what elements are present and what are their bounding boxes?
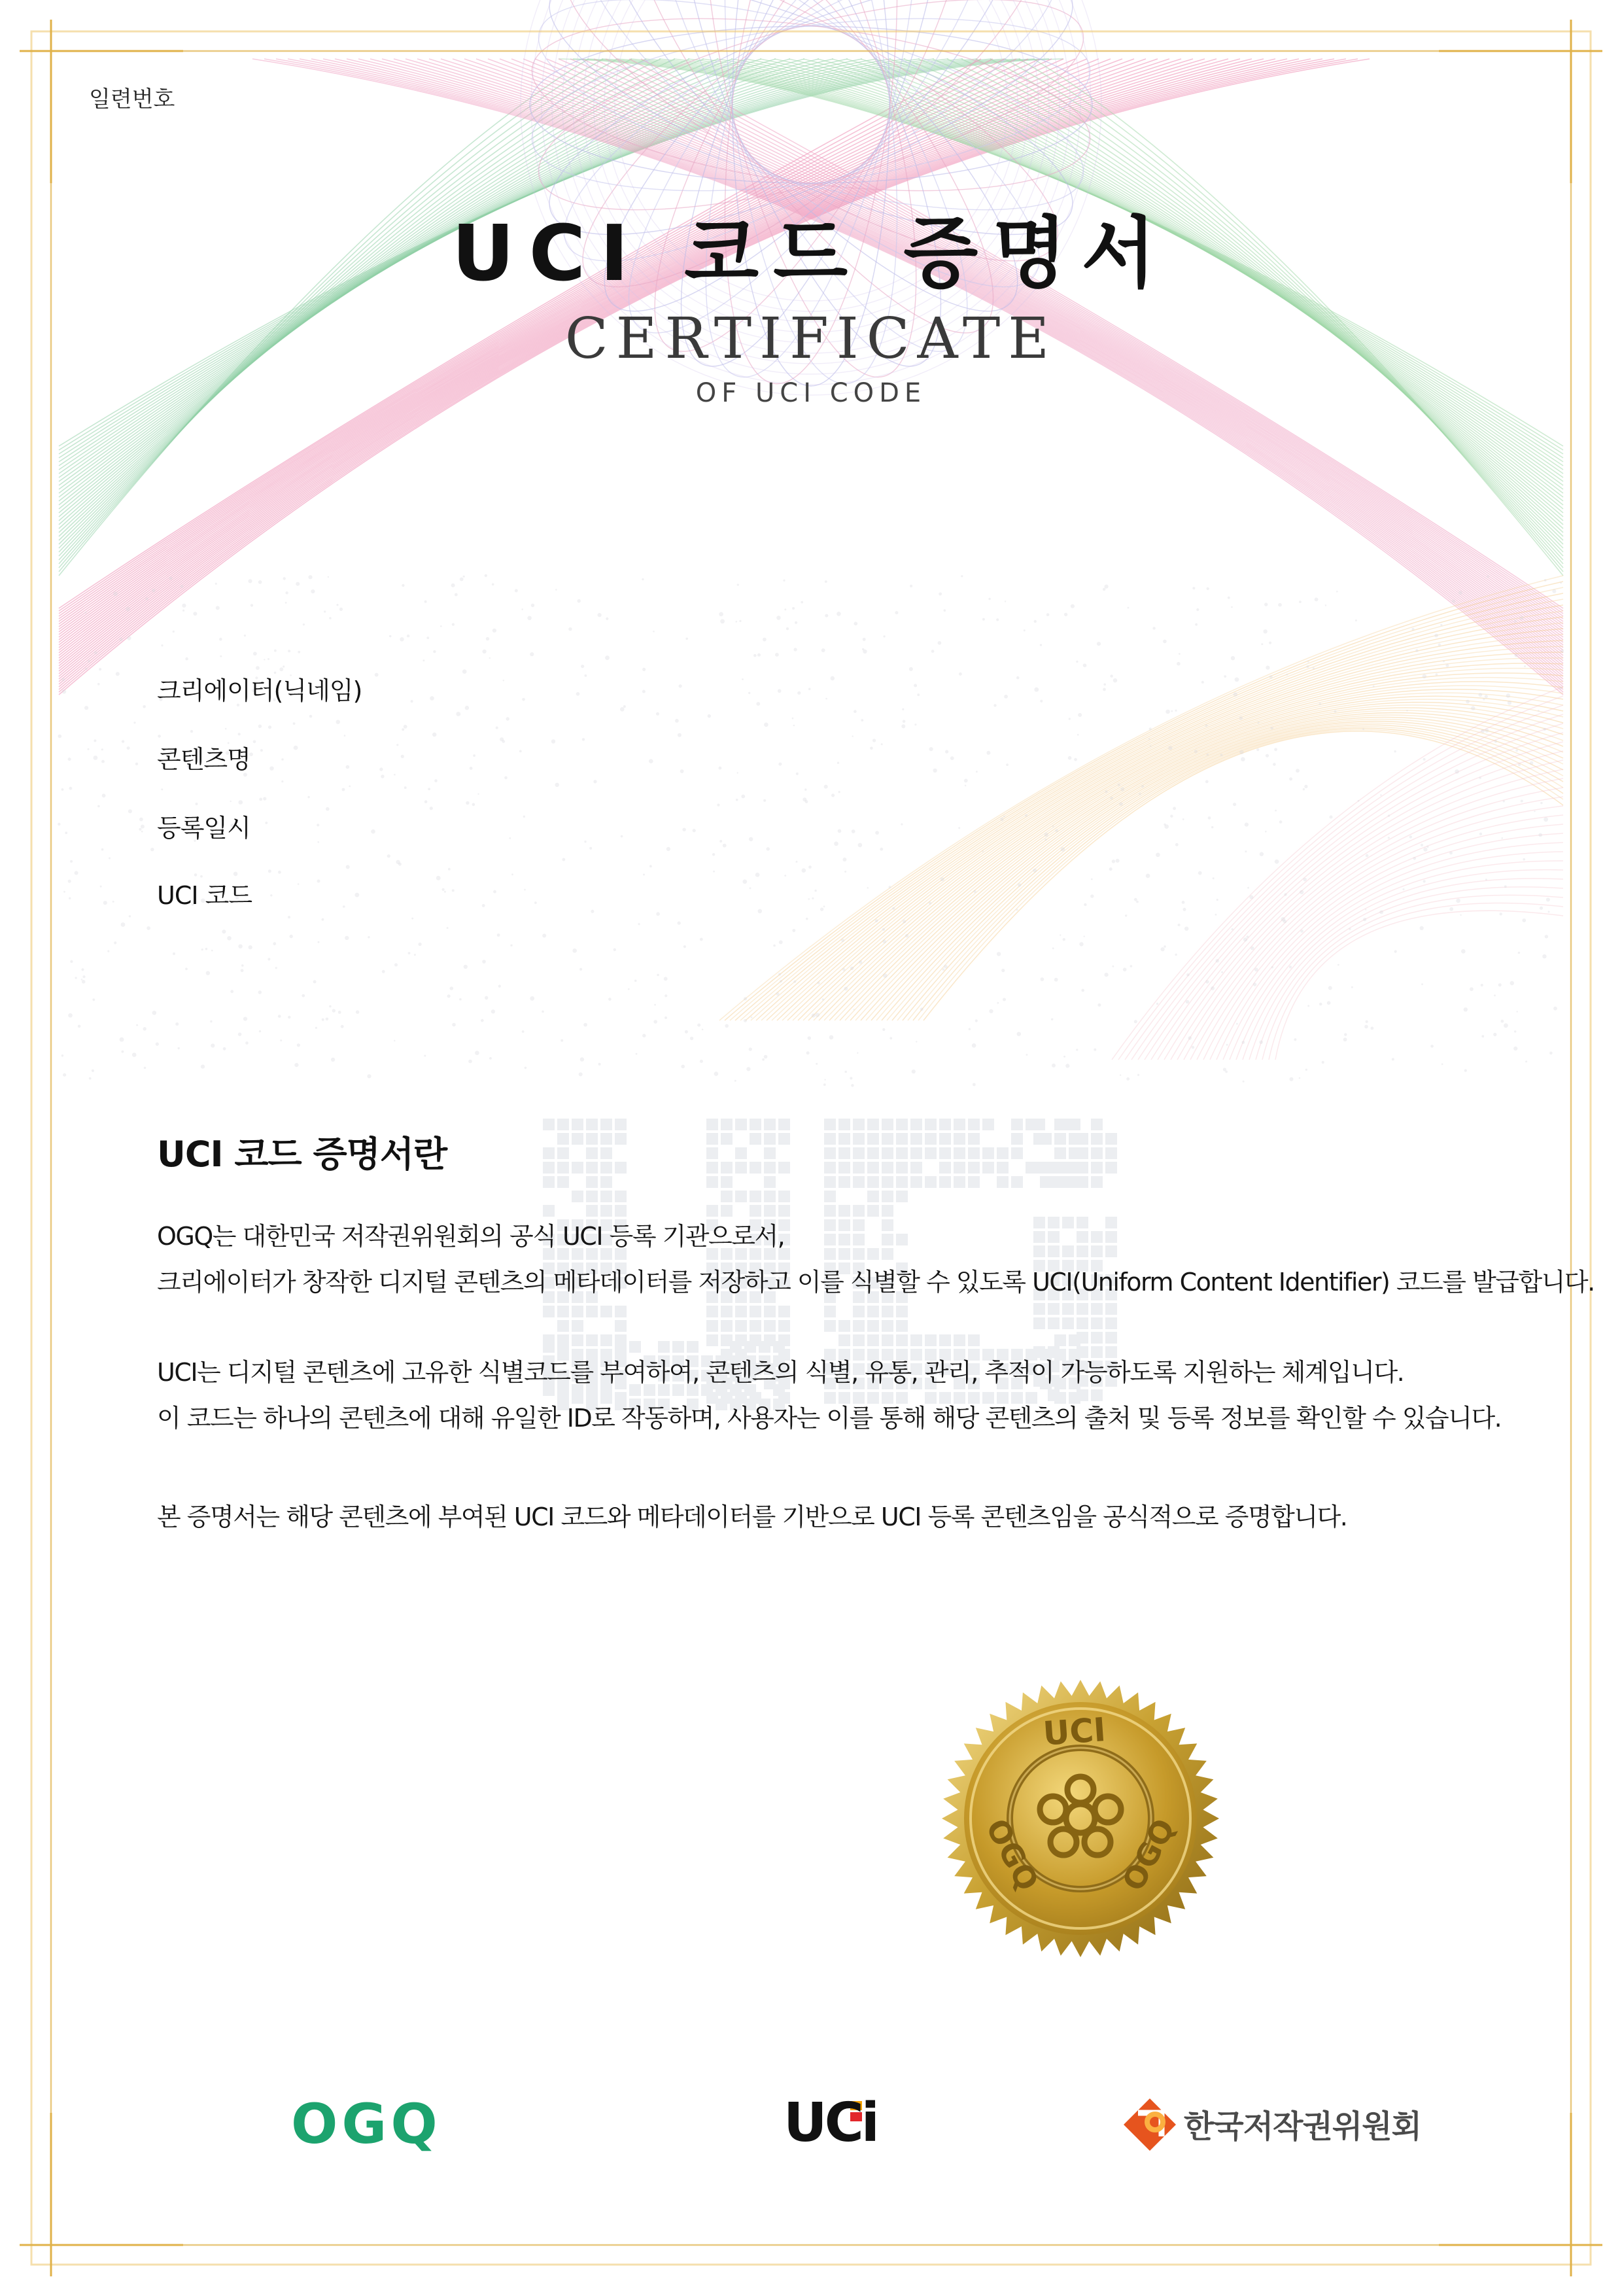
about-paragraph-3-line-1: 본 증명서는 해당 콘텐츠에 부여된 UCI 코드와 메타데이터를 기반으로 UCI 등록 콘텐츠임을 공식적으로 증명합니다.	[157, 1503, 1347, 1531]
content-name-label: 콘텐츠명	[157, 745, 250, 774]
uci-code-label: UCI 코드	[157, 881, 252, 910]
about-paragraph-3	[157, 1494, 1347, 1540]
about-paragraph-2-line-2: 이 코드는 하나의 콘텐츠에 대해 유일한 ID로 작동하며, 사용자는 이를 통해 해당 콘텐츠의 출처 및 등록 정보를 확인할 수 있습니다.	[157, 1404, 1502, 1433]
kcc-logo-text: 한국저작권위원회	[1184, 2108, 1421, 2145]
about-paragraph-2-line-1: UCI는 디지털 콘텐츠에 고유한 식별코드를 부여하여, 콘텐츠의 식별, 유통, 관리, 추적이 가능하도록 지원하는 체계입니다.	[157, 1358, 1404, 1387]
certificate-english-title: CERTIFICATE	[564, 306, 1058, 372]
certificate-title: UCI 코드 증명서	[451, 208, 1171, 298]
seal-right-text: OGQ	[978, 1813, 1046, 1897]
uci-logo: UCi	[784, 2092, 877, 2154]
kcc-logo-icon	[1124, 2098, 1176, 2151]
seal-top-text: UCI	[1041, 1711, 1107, 1753]
ogq-logo: OGQ	[291, 2092, 441, 2156]
seal-left-text: OGQ	[1115, 1813, 1182, 1897]
creator-label: 크리에이터(닉네임)	[157, 676, 362, 705]
about-paragraph-1-line-2: 크리에이터가 창작한 디지털 콘텐츠의 메타데이터를 저장하고 이를 식별할 수 있도록 UCI(Uniform Content Identifier) 코드를 발급합니다.	[157, 1268, 1595, 1296]
gold-seal	[942, 1680, 1219, 1957]
dot-texture	[58, 574, 1564, 1087]
about-paragraph-1-line-1: OGQ는 대한민국 저작권위원회의 공식 UCI 등록 기관으로서,	[157, 1222, 785, 1251]
about-paragraph-1	[157, 1213, 1595, 1305]
registered-at-label: 등록일시	[157, 814, 250, 843]
about-paragraph-2	[157, 1349, 1501, 1441]
serial-number-label: 일련번호	[89, 86, 175, 113]
about-heading: UCI 코드 증명서란	[157, 1134, 447, 1175]
certificate-english-subtitle: OF UCI CODE	[695, 378, 927, 408]
